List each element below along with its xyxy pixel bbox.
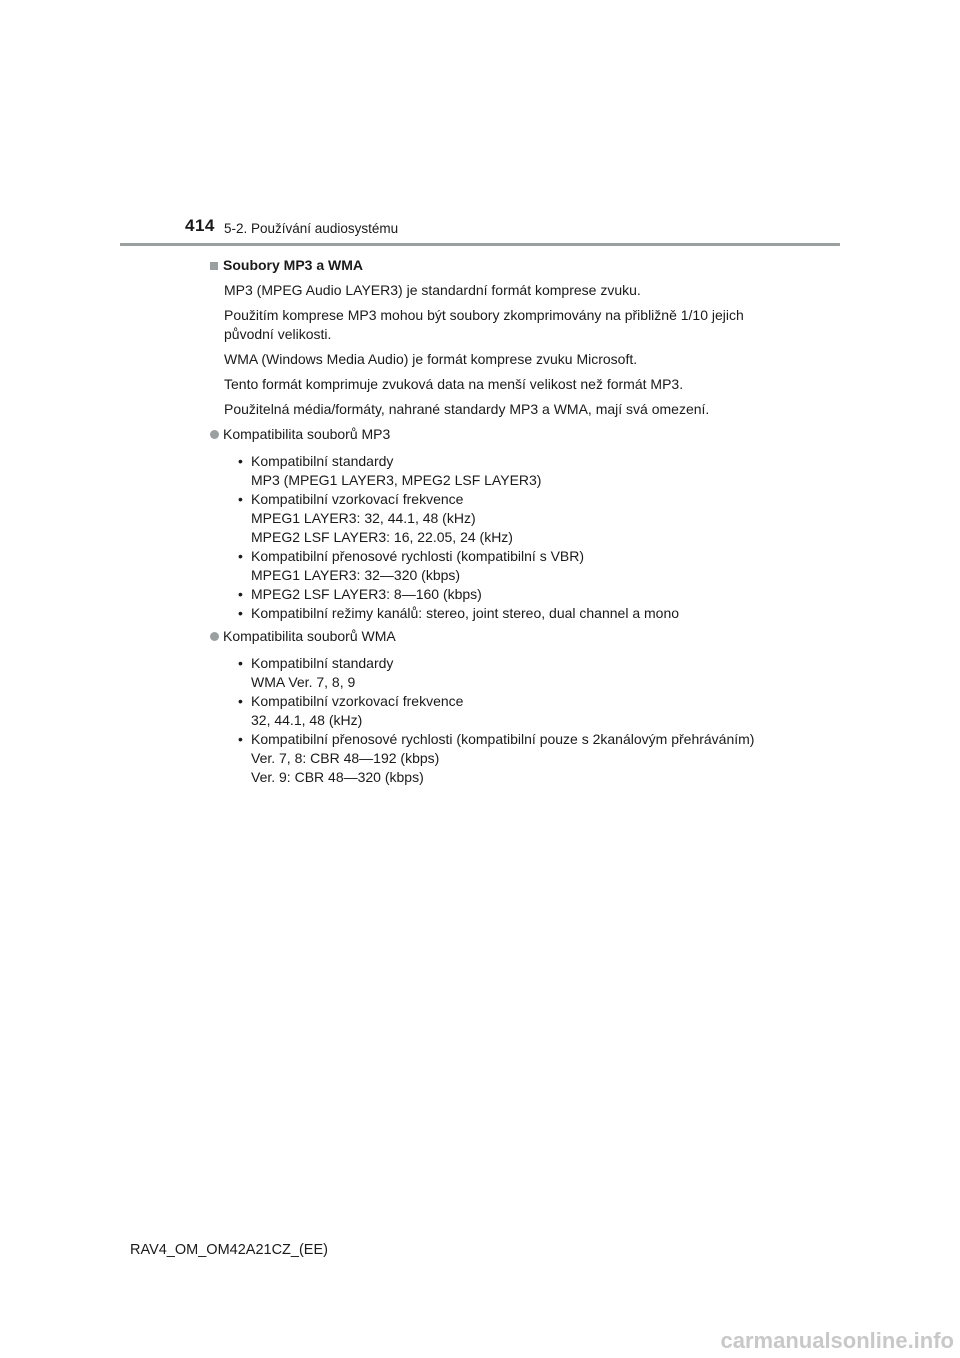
list-item-line: • Kompatibilní přenosové rychlosti (kompatibilní s VBR)	[251, 548, 585, 564]
list-item-line: • Kompatibilní standardy	[251, 655, 394, 671]
mp3-heading-text: Kompatibilita souborů MP3	[223, 426, 391, 442]
list-item-line: • Kompatibilní standardy	[251, 453, 394, 469]
footer-code: RAV4_OM_OM42A21CZ_(EE)	[130, 1242, 328, 1258]
list-item-line: • Kompatibilní režimy kanálů: stereo, joint stereo, dual channel a mono	[251, 605, 680, 621]
list-item	[238, 490, 770, 547]
circle-bullet-icon	[210, 430, 219, 439]
wma-heading	[210, 627, 770, 646]
list-item	[238, 604, 770, 623]
list-item	[238, 692, 770, 730]
watermark: carmanualsonline.info	[720, 1328, 954, 1353]
section-header: 5-2. Používání audiosystému	[224, 221, 399, 236]
list-item-line: MPEG2 LSF LAYER3: 16, 22.05, 24 (kHz)	[251, 529, 513, 545]
paragraph: Použitím komprese MP3 mohou být soubory zkomprimovány na přibližně 1/10 jejich původní velikosti.	[224, 307, 744, 342]
header-rule	[120, 243, 840, 246]
list-item-line: Ver. 9: CBR 48—320 (kbps)	[251, 769, 424, 785]
paragraph: MP3 (MPEG Audio LAYER3) je standardní formát komprese zvuku.	[224, 282, 641, 298]
circle-bullet-icon	[210, 632, 219, 641]
mp3-list	[238, 452, 770, 623]
content	[210, 256, 770, 791]
mp3-heading	[210, 425, 770, 444]
list-item-line: Ver. 7, 8: CBR 48—192 (kbps)	[251, 750, 440, 766]
list-item	[238, 547, 770, 585]
list-item-line: MP3 (MPEG1 LAYER3, MPEG2 LSF LAYER3)	[251, 472, 542, 488]
wma-heading-text: Kompatibilita souborů WMA	[223, 628, 396, 644]
list-item-line: • Kompatibilní přenosové rychlosti (kompatibilní pouze s 2kanálovým přehráváním)	[251, 731, 755, 747]
paragraph: Použitelná média/formáty, nahrané standardy MP3 a WMA, mají svá omezení.	[224, 401, 710, 417]
paragraph: Tento formát komprimuje zvuková data na menší velikost než formát MP3.	[224, 376, 684, 392]
square-bullet-icon	[210, 262, 218, 270]
page-number: 414	[185, 216, 215, 235]
list-item	[238, 730, 770, 787]
section-heading-text: Soubory MP3 a WMA	[223, 257, 364, 273]
list-item-line: WMA Ver. 7, 8, 9	[251, 674, 356, 690]
list-item	[238, 585, 770, 604]
list-item-line: 32, 44.1, 48 (kHz)	[251, 712, 363, 728]
list-item-line: • MPEG2 LSF LAYER3: 8—160 (kbps)	[251, 586, 482, 602]
list-item-line: • Kompatibilní vzorkovací frekvence	[251, 491, 464, 507]
list-item-line: MPEG1 LAYER3: 32—320 (kbps)	[251, 567, 461, 583]
list-item-line: MPEG1 LAYER3: 32, 44.1, 48 (kHz)	[251, 510, 476, 526]
section-heading	[210, 256, 770, 275]
wma-list	[238, 654, 770, 787]
paragraph: WMA (Windows Media Audio) je formát komprese zvuku Microsoft.	[224, 351, 638, 367]
list-item-line: • Kompatibilní vzorkovací frekvence	[251, 693, 464, 709]
list-item	[238, 654, 770, 692]
list-item	[238, 452, 770, 490]
